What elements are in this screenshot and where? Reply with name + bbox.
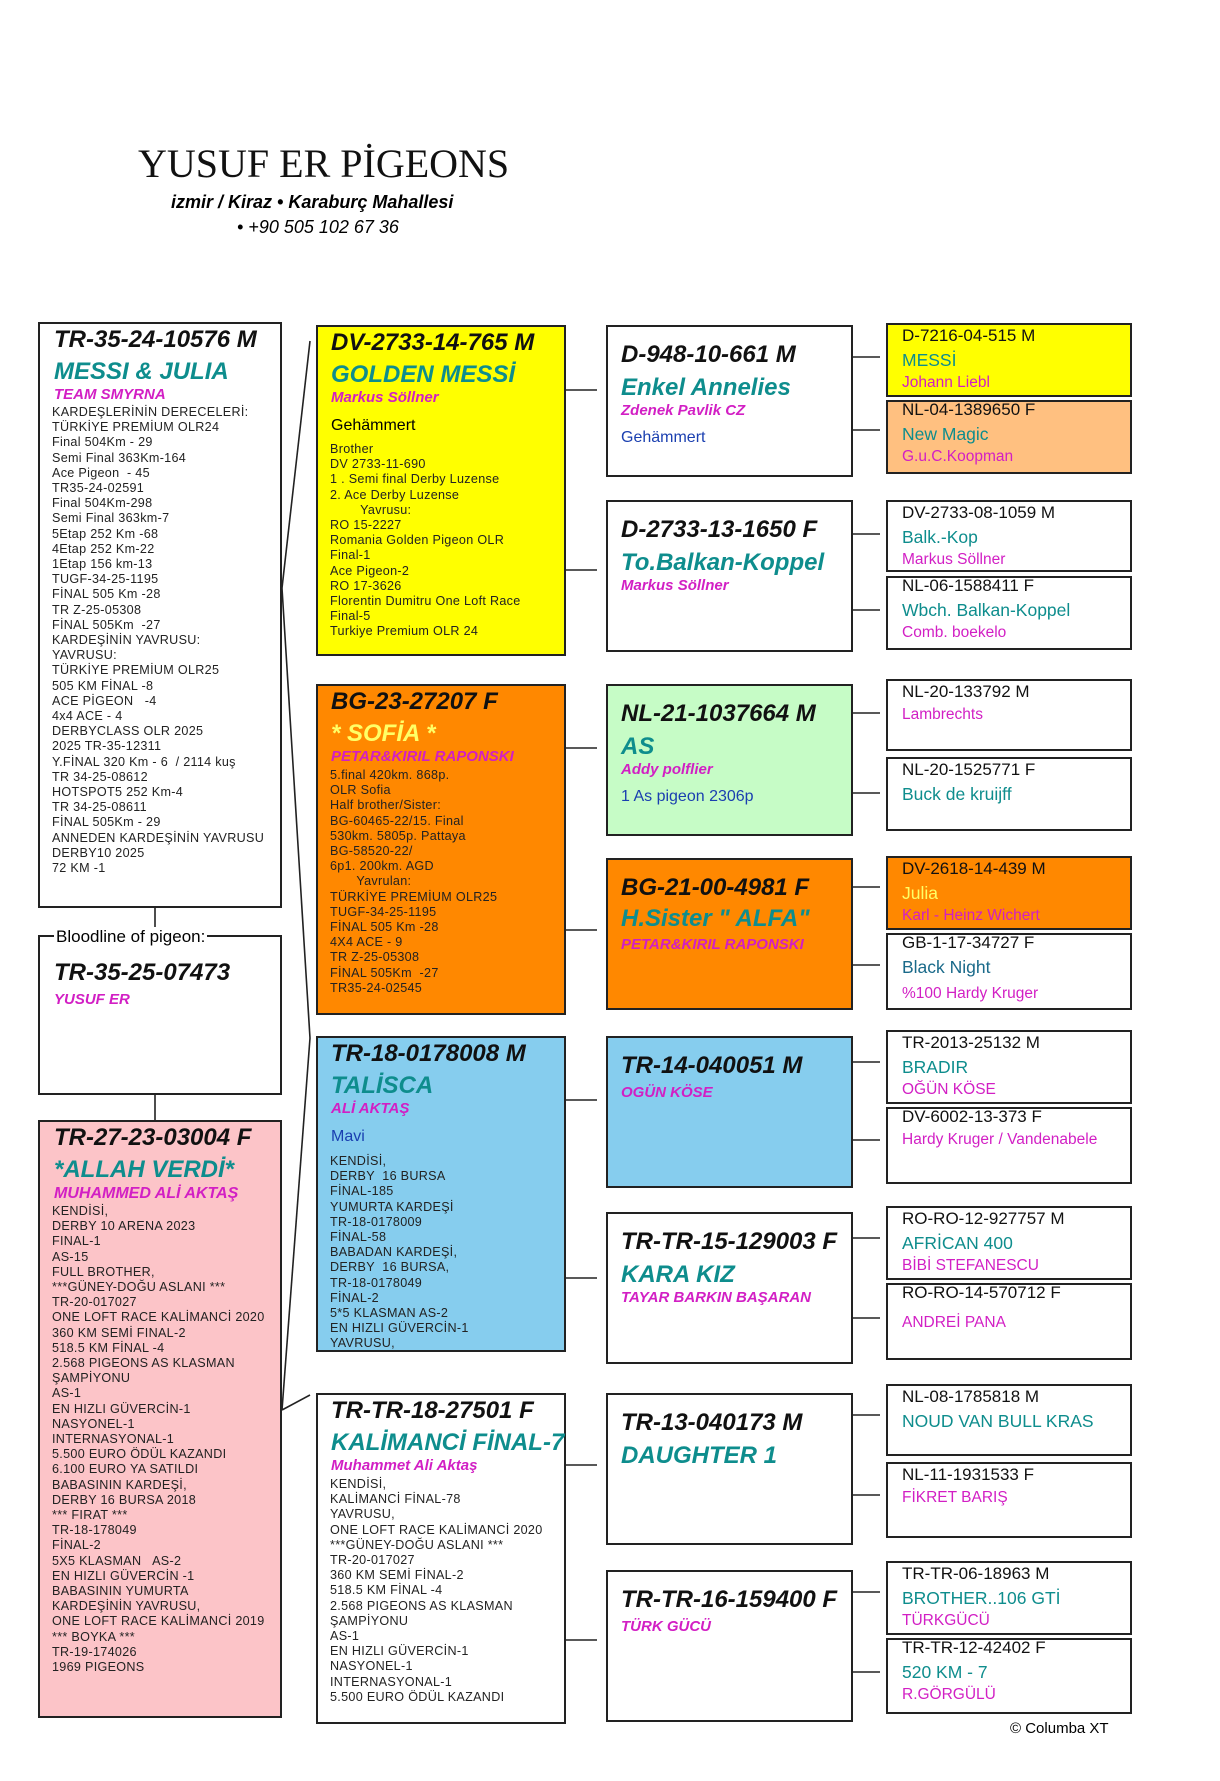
g4-card-2 <box>886 400 1132 474</box>
sire-sire-color: Gehämmert <box>621 429 706 446</box>
talisca-breeder: ALİ AKTAŞ <box>331 1100 410 1117</box>
talisca-dam-ring: TR-TR-15-129003 F <box>621 1228 838 1255</box>
kf-sire-name: DAUGHTER 1 <box>621 1442 778 1469</box>
bloodline-owner: YUSUF ER <box>54 991 130 1008</box>
talisca-dam-name: KARA KIZ <box>621 1261 735 1288</box>
sire-dam-name: To.Balkan-Koppel <box>621 549 825 576</box>
g4-breeder: Hardy Kruger / Vandenabele <box>902 1131 1098 1148</box>
kalimanci-ring: TR-TR-18-27501 F <box>331 1397 534 1424</box>
g4-breeder: G.u.C.Koopman <box>902 448 1014 465</box>
g4-card-5 <box>886 679 1132 751</box>
dam-ring: TR-27-23-03004 F <box>54 1124 252 1151</box>
subject-ring: TR-35-24-10576 M <box>54 326 257 353</box>
kalimanci-notes: KENDİSİ, KALİMANCİ FİNAL-78 YAVRUSU, ONE LOFT RACE KALİMANCİ 2020 ***GÜNEY-DOĞU ASLANI *** TR-20-017027 360 KM SEMİ FİNAL-2 518.5 KM FİNAL -4 2.568 PIGEONS AS KLASMAN ŞAMPİYONU AS-1 EN HIZLI GÜVERCİN-1 NASYONEL-1 INTERNASYONAL-1 5.500 EURO ÖDÜL KAZANDI <box>330 1477 543 1704</box>
dam-card <box>38 1120 282 1718</box>
g4-card-10 <box>886 1107 1132 1184</box>
subject-card <box>38 322 282 908</box>
talisca-notes: KENDİSİ, DERBY 16 BURSA FİNAL-185 YUMURTA KARDEŞİ TR-18-0178009 FİNAL-58 BABADAN KARDEŞİ, DERBY 16 BURSA, TR-18-0178049 FİNAL-2 5*5 KLASMAN AS-2 EN HIZLI GÜVERCİN-1 YAVRUSU, <box>330 1154 469 1351</box>
sire-dam-ring: D-2733-13-1650 F <box>621 516 818 543</box>
dam-name: *ALLAH VERDİ* <box>54 1156 235 1183</box>
g4-name: New Magic <box>902 424 989 444</box>
g4-card-11 <box>886 1206 1132 1280</box>
kalimanci-name: KALİMANCİ FİNAL-7 <box>331 1429 565 1456</box>
g4-name: NOUD VAN BULL KRAS <box>902 1411 1094 1431</box>
sire-card <box>316 325 566 656</box>
bloodline-ring: TR-35-25-07473 <box>54 959 231 986</box>
g4-ring: NL-04-1389650 F <box>902 400 1036 419</box>
talisca-color: Mavi <box>331 1128 365 1145</box>
subject-name: MESSI & JULIA <box>54 358 229 385</box>
g4-name: Balk.-Kop <box>902 527 978 547</box>
kalimanci-card <box>316 1393 566 1724</box>
g4-ring: NL-20-133792 M <box>902 682 1030 701</box>
sire-sire-ring: D-948-10-661 M <box>621 341 796 368</box>
talisca-sire-breeder: OGÜN KÖSE <box>621 1084 713 1101</box>
sofia-sire-breeder: Addy polflier <box>621 761 713 778</box>
sofia-dam-ring: BG-21-00-4981 F <box>621 874 810 901</box>
sofia-dam-breeder: PETAR&KIRIL RAPONSKI <box>621 936 804 953</box>
g4-ring: NL-20-1525771 F <box>902 760 1036 779</box>
g4-name: BROTHER..106 GTİ <box>902 1588 1061 1608</box>
g4-breeder: %100 Hardy Kruger <box>902 985 1039 1002</box>
g4-breeder: BİBİ STEFANESCU <box>902 1257 1039 1274</box>
g4-breeder: Comb. boekelo <box>902 624 1007 641</box>
g4-ring: DV-2733-08-1059 M <box>902 503 1056 522</box>
sofia-sire-color: 1 As pigeon 2306p <box>621 788 754 805</box>
bloodline-card <box>38 927 282 1095</box>
sofia-sire-card <box>606 684 853 836</box>
g4-name: BRADIR <box>902 1057 969 1077</box>
dam-breeder: MUHAMMED ALİ AKTAŞ <box>54 1185 239 1202</box>
g4-card-3 <box>886 500 1132 572</box>
talisca-name: TALİSCA <box>331 1072 434 1099</box>
g4-card-1 <box>886 323 1132 397</box>
g4-card-4 <box>886 576 1132 650</box>
kf-dam-card <box>606 1570 853 1722</box>
talisca-card <box>316 1036 566 1352</box>
g4-breeder: FİKRET BARIŞ <box>902 1489 1008 1506</box>
kf-sire-card <box>606 1393 853 1545</box>
page-title: YUSUF ER PİGEONS <box>138 141 510 186</box>
sofia-notes: 5.final 420km. 868p. OLR Sofia Half brother/Sister: BG-60465-22/15. Final 530km. 5805p. Pattaya BG-58520-22/ 6p1. 200km. AGD Yavrulan: TÜRKİYE PREMİUM OLR25 TUGF-34-25-1195 FİNAL 505 Km -28 4X4 ACE - 9 TR Z-25-05308 FİNAL 505Km -27 TR35-24-02545 <box>330 768 498 995</box>
sire-notes: Brother DV 2733-11-690 1 . Semi final Derby Luzense 2. Ace Derby Luzense Yavrusu: RO 15-2227 Romania Golden Pigeon OLR Final-1 Ace Pigeon-2 RO 17-3626 Florentin Dumitru One Loft Race Final-5 Turkiye Premium OLR 24 <box>330 442 521 639</box>
g4-ring: DV-6002-13-373 F <box>902 1107 1042 1126</box>
g4-card-9 <box>886 1030 1132 1104</box>
g4-card-15 <box>886 1561 1132 1635</box>
talisca-dam-breeder: TAYAR BARKIN BAŞARAN <box>621 1289 811 1306</box>
g4-name: Julia <box>902 883 938 903</box>
sofia-card <box>316 684 566 1015</box>
g4-card-8 <box>886 933 1132 1010</box>
g4-ring: NL-06-1588411 F <box>902 576 1034 595</box>
g4-ring: DV-2618-14-439 M <box>902 859 1046 878</box>
kf-dam-ring: TR-TR-16-159400 F <box>621 1586 838 1613</box>
kf-dam-breeder: TÜRK GÜCÜ <box>621 1618 711 1635</box>
sire-breeder: Markus Söllner <box>331 389 439 406</box>
phone: • +90 505 102 67 36 <box>237 217 399 237</box>
g4-card-14 <box>886 1462 1132 1538</box>
g4-ring: NL-08-1785818 M <box>902 1387 1040 1406</box>
talisca-dam-card <box>606 1212 853 1364</box>
sire-name: GOLDEN MESSİ <box>331 361 516 388</box>
g4-name: MESSİ <box>902 350 957 370</box>
g4-ring: RO-RO-14-570712 F <box>902 1283 1061 1302</box>
sire-dam-card <box>606 500 853 652</box>
g4-breeder: ANDREİ PANA <box>902 1314 1006 1331</box>
g4-card-12 <box>886 1283 1132 1360</box>
sofia-name: * SOFİA * <box>331 720 436 747</box>
sofia-ring: BG-23-27207 F <box>331 688 498 715</box>
g4-breeder: Johann Liebl <box>902 374 990 391</box>
g4-ring: NL-11-1931533 F <box>902 1465 1034 1484</box>
g4-breeder: Karl - Heinz Wichert <box>902 907 1040 924</box>
g4-name: AFRİCAN 400 <box>902 1233 1013 1253</box>
g4-name: 520 KM - 7 <box>902 1662 988 1682</box>
g4-name: Buck de kruijff <box>902 784 1012 804</box>
subject-breeder: TEAM SMYRNA <box>54 386 166 403</box>
sire-color: Gehämmert <box>331 417 416 434</box>
kalimanci-breeder: Muhammet Ali Aktaş <box>331 1457 478 1474</box>
copyright: © Columba XT <box>1010 1720 1109 1737</box>
g4-ring: RO-RO-12-927757 M <box>902 1209 1065 1228</box>
g4-card-6 <box>886 757 1132 831</box>
sofia-sire-ring: NL-21-1037664 M <box>621 700 816 727</box>
sofia-breeder: PETAR&KIRIL RAPONSKI <box>331 748 514 765</box>
g4-ring: TR-2013-25132 M <box>902 1033 1040 1052</box>
g4-name: Black Night <box>902 957 991 977</box>
g4-breeder: R.GÖRGÜLÜ <box>902 1686 996 1703</box>
g4-card-7 <box>886 856 1132 930</box>
g4-ring: TR-TR-12-42402 F <box>902 1638 1046 1657</box>
g4-breeder: OĞÜN KÖSE <box>902 1081 996 1098</box>
talisca-sire-card <box>606 1036 853 1188</box>
dam-notes: KENDİSİ, DERBY 10 ARENA 2023 FINAL-1 AS-15 FULL BROTHER, ***GÜNEY-DOĞU ASLANI *** TR-20-017027 ONE LOFT RACE KALİMANCİ 2020 360 KM SEMİ FINAL-2 518.5 KM FİNAL -4 2.568 PIGEONS AS KLASMAN ŞAMPİYONU AS-1 EN HIZLI GÜVERCİN-1 NASYONEL-1 INTERNASYONAL-1 5.500 EURO ÖDÜL KAZANDI 6.100 EURO YA SATILDI BABASININ KARDEŞİ, DERBY 16 BURSA 2018 *** FIRAT *** TR-18-178049 FİNAL-2 5X5 KLASMAN AS-2 EN HIZLI GÜVERCİN -1 BABASININ YUMURTA KARDEŞİNİN YAVRUSU, ONE LOFT RACE KALİMANCİ 2019 *** BOYKA *** TR-19-174026 1969 PIGEONS <box>52 1204 265 1675</box>
sofia-dam-name: H.Sister " ALFA" <box>621 905 810 932</box>
g4-breeder: TÜRKGÜCÜ <box>902 1612 990 1629</box>
bloodline-label: Bloodline of pigeon: <box>56 927 206 946</box>
sire-dam-breeder: Markus Söllner <box>621 577 729 594</box>
subject-notes: KARDEŞLERİNİN DERECELERİ: TÜRKİYE PREMİUM OLR24 Final 504Km - 29 Semi Final 363Km-164 Ace Pigeon - 45 TR35-24-02591 Final 504Km-298 Semi Final 363km-7 5Etap 252 Km -68 4Etap 252 Km-22 1Etap 156 km-13 TUGF-34-25-1195 FİNAL 505 Km -28 TR Z-25-05308 FİNAL 505Km -27 KARDEŞİNİN YAVRUSU: YAVRUSU: TÜRKİYE PREMİUM OLR25 505 KM FİNAL -8 ACE PİGEON -4 4x4 ACE - 4 DERBYCLASS OLR 2025 2025 TR-35-12311 Y.FİNAL 320 Km - 6 / 2114 kuş TR 34-25-08612 HOTSPOT5 252 Km-4 TR 34-25-08611 FİNAL 505Km - 29 ANNEDEN KARDEŞİNİN YAVRUSU DERBY10 2025 72 KM -1 <box>52 405 265 876</box>
sire-sire-card <box>606 325 853 477</box>
g4-card-13 <box>886 1384 1132 1456</box>
talisca-ring: TR-18-0178008 M <box>331 1040 526 1067</box>
kf-sire-ring: TR-13-040173 M <box>621 1409 803 1436</box>
g4-ring: D-7216-04-515 M <box>902 326 1036 345</box>
g4-ring: GB-1-17-34727 F <box>902 933 1035 952</box>
sire-sire-name: Enkel Annelies <box>621 374 791 401</box>
g4-ring: TR-TR-06-18963 M <box>902 1564 1050 1583</box>
g4-name: Wbch. Balkan-Koppel <box>902 600 1071 620</box>
g4-breeder: Lambrechts <box>902 706 983 723</box>
talisca-sire-ring: TR-14-040051 M <box>621 1052 803 1079</box>
address: izmir / Kiraz • Karaburç Mahallesi <box>171 192 454 212</box>
sofia-dam-card <box>606 858 853 1010</box>
g4-card-16 <box>886 1638 1132 1714</box>
sire-sire-breeder: Zdenek Pavlik CZ <box>621 402 746 419</box>
sire-ring: DV-2733-14-765 M <box>331 329 535 356</box>
g4-breeder: Markus Söllner <box>902 551 1006 568</box>
sofia-sire-name: AS <box>621 733 655 760</box>
